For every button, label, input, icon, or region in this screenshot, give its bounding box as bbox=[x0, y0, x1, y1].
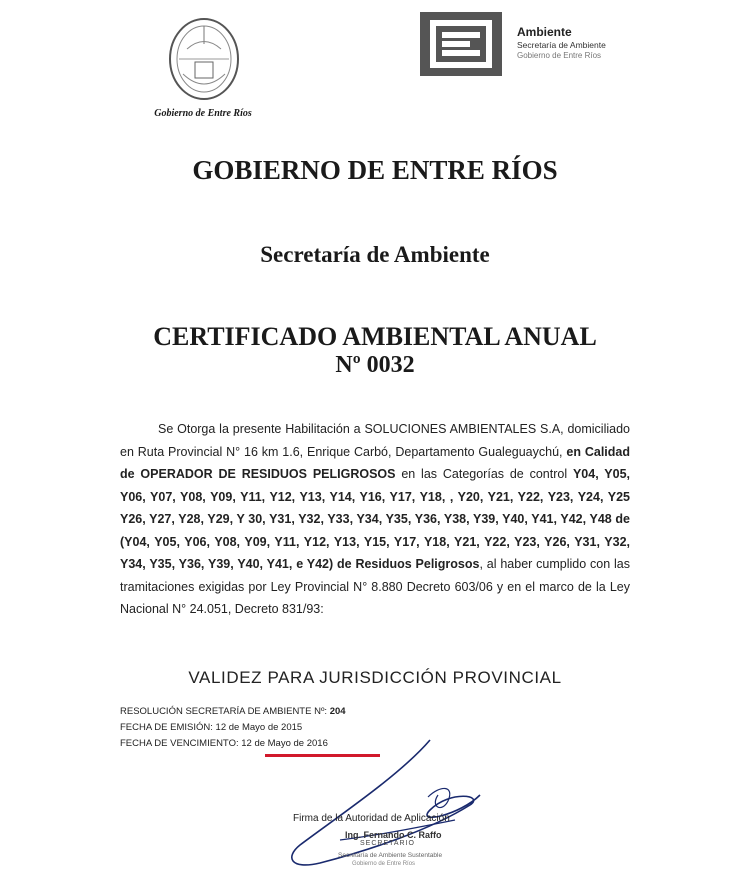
body-text-3: en las Categorías de control bbox=[395, 467, 573, 481]
seal-caption: Gobierno de Entre Ríos bbox=[154, 108, 252, 119]
certificate-body bbox=[120, 418, 630, 621]
logo-name: Ambiente bbox=[517, 25, 572, 39]
ambiente-logo-text bbox=[517, 25, 606, 60]
certificate-number: Nº 0032 bbox=[335, 352, 415, 378]
ambiente-logo-icon bbox=[420, 12, 502, 76]
secretariat-title: Secretaría de Ambiente bbox=[260, 242, 490, 267]
body-text-5: , al haber cumplido con las tramitaciones exigidas por Ley Provincial N° 8.880 Decreto 603/06 y en el marco de la Ley Nacional N° 24.051, Decreto 831/93: bbox=[120, 557, 630, 616]
logo-line3: Gobierno de Entre Ríos bbox=[517, 51, 602, 60]
government-title: GOBIERNO DE ENTRE RÍOS bbox=[192, 155, 558, 185]
resolution-line bbox=[120, 706, 346, 717]
signer-office: Secretaría de Ambiente Sustentable bbox=[338, 852, 443, 859]
logo-line2: Secretaría de Ambiente bbox=[517, 40, 606, 50]
body-text-operator: en Calidad de OPERADOR DE RESIDUOS PELIGROSOS bbox=[120, 444, 630, 481]
signer-name: Ing. Fernando C. Raffo bbox=[345, 830, 442, 840]
provincial-seal-icon bbox=[165, 14, 243, 104]
signer-role: SECRETARIO bbox=[360, 840, 415, 847]
issue-date-line bbox=[120, 722, 302, 733]
issue-date-label: FECHA DE EMISIÓN: bbox=[120, 722, 216, 733]
signature-label: Firma de la Autoridad de Aplicación bbox=[293, 813, 450, 824]
certificate-title: CERTIFICADO AMBIENTAL ANUAL bbox=[153, 322, 597, 351]
issue-date-value: 12 de Mayo de 2015 bbox=[215, 722, 303, 733]
signer-government: Gobierno de Entre Ríos bbox=[352, 861, 416, 867]
expiry-date-value: 12 de Mayo de 2016 bbox=[241, 738, 328, 749]
validity-heading: VALIDEZ PARA JURISDICCIÓN PROVINCIAL bbox=[188, 668, 562, 687]
resolution-value: 204 bbox=[329, 706, 346, 717]
expiry-date-label: FECHA DE VENCIMIENTO: bbox=[120, 738, 242, 749]
body-text-categories: Y04, Y05, Y06, Y07, Y08, Y09, Y11, Y12, Y13, Y14, Y16, Y17, Y18, , Y20, Y21, Y22, Y23, Y24, Y25 Y26, Y27, Y28, Y29, Y 30, Y31, Y32, Y33, Y34, Y35, Y36, Y38, Y39, Y40, Y41, Y42, Y48 de (Y04, Y05, Y06, Y08, Y09, Y11, Y12, Y13, Y15, Y17, Y18, Y21, Y22, Y23, Y26, Y31, Y32, Y34, Y35, Y36, Y39, Y40, Y41, e Y42) de Residuos Peligrosos bbox=[120, 467, 631, 571]
resolution-label: RESOLUCIÓN SECRETARÍA DE AMBIENTE Nº: bbox=[120, 706, 330, 717]
body-text-1: Se Otorga la presente Habilitación a SOLUCIONES AMBIENTALES S.A, domiciliado en Ruta Provincial N° 16 km 1.6, Enrique Carbó, Departamento Gualeguaychú, bbox=[120, 422, 630, 459]
